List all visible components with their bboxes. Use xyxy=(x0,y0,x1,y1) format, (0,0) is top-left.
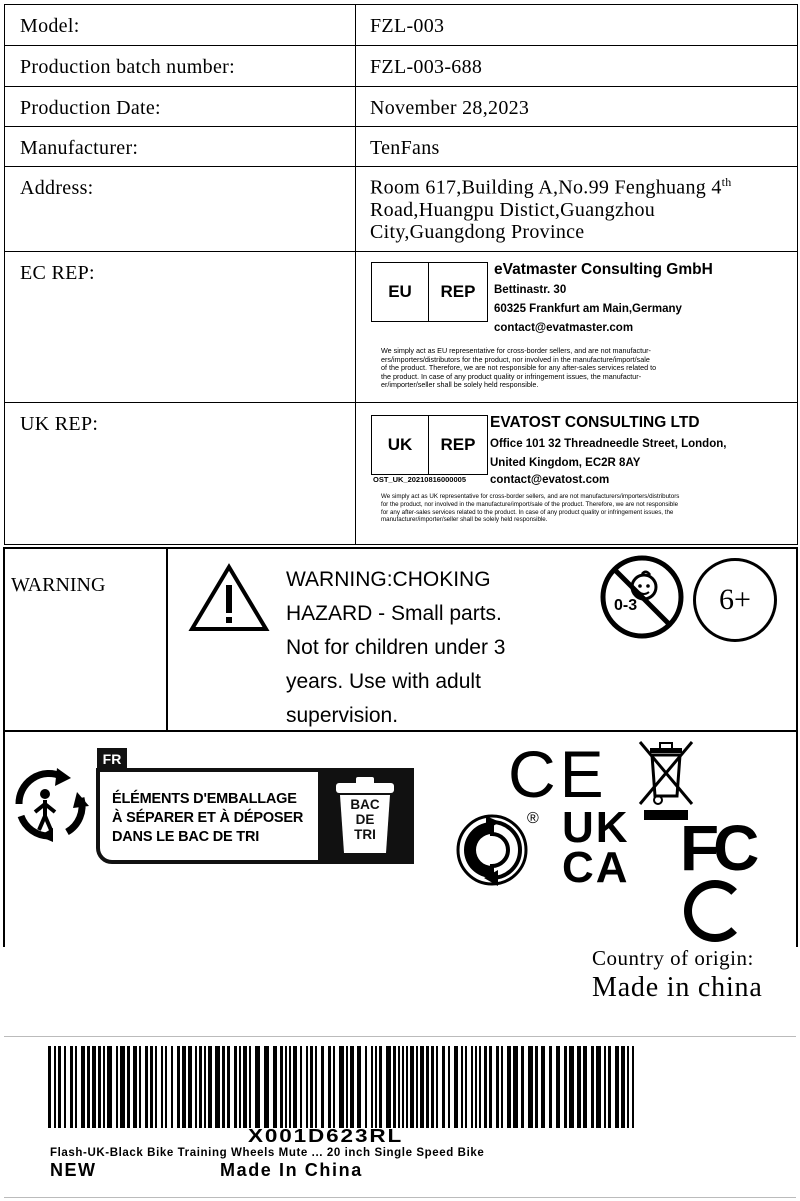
model-value: FZL-003 xyxy=(370,15,445,37)
barcode-bar xyxy=(306,1046,308,1128)
barcode-bar xyxy=(48,1046,51,1128)
barcode-bar xyxy=(436,1046,438,1128)
barcode-bar xyxy=(255,1046,260,1128)
barcode-bar xyxy=(431,1046,434,1128)
date-value: November 28,2023 xyxy=(370,97,530,119)
barcode-code: X001D623RL xyxy=(248,1126,404,1146)
barcode-bar xyxy=(98,1046,101,1128)
fr-tag xyxy=(97,748,127,770)
ec-disclaimer-line: ers/importers/distributors for the product, nor involved in the manufacture/import/sale xyxy=(381,354,650,364)
barcode-bar xyxy=(501,1046,503,1128)
barcode-bar xyxy=(471,1046,473,1128)
ec-rep-email: contact@evatmaster.com xyxy=(494,322,634,334)
warning-line: Not for children under 3 xyxy=(286,636,506,659)
barcode-bar xyxy=(398,1046,400,1128)
uk-rep-badge-left: UK xyxy=(372,416,429,474)
barcode-bar xyxy=(249,1046,251,1128)
barcode-bar xyxy=(81,1046,85,1128)
fr-tag-text: FR xyxy=(102,751,122,767)
date-label: Production Date: xyxy=(20,97,161,119)
uk-rep-street: Office 101 32 Threadneedle Street, London, xyxy=(490,438,727,450)
ukca-bottom: CA xyxy=(562,843,630,892)
warning-triangle-icon xyxy=(188,563,270,633)
uk-rep-badge xyxy=(371,415,488,475)
eu-rep-badge xyxy=(371,262,488,322)
barcode-bar xyxy=(591,1046,594,1128)
barcode-bar xyxy=(535,1046,538,1128)
warning-line: supervision. xyxy=(286,704,399,727)
barcode-condition: NEW xyxy=(50,1160,97,1180)
age-6plus-badge xyxy=(693,558,777,642)
warning-text xyxy=(286,563,505,733)
barcode-bar xyxy=(199,1046,202,1128)
barcode-bar xyxy=(58,1046,61,1128)
batch-value: FZL-003-688 xyxy=(370,56,483,78)
ukca-mark xyxy=(562,803,630,892)
origin-label: Country of origin: xyxy=(592,946,754,970)
barcode-bar xyxy=(92,1046,96,1128)
barcode-bar xyxy=(461,1046,463,1128)
barcode-made-in: Made In China xyxy=(220,1160,363,1180)
address-line-2: Road,Huangpu Distict,Guangzhou xyxy=(370,198,656,221)
fcc-mark xyxy=(680,812,800,946)
barcode-bar xyxy=(402,1046,404,1128)
barcode-bar xyxy=(339,1046,344,1128)
uk-disclaimer-line: for the product, nor involved in the manufacture/import/sale of the product. Therefore, we are not responsible xyxy=(381,500,679,508)
eu-rep-badge-left: EU xyxy=(372,263,429,321)
batch-label: Production batch number: xyxy=(20,56,235,78)
barcode-bar xyxy=(379,1046,382,1128)
sorting-info-text xyxy=(112,790,303,847)
barcode-bar xyxy=(583,1046,587,1128)
barcode-bar xyxy=(234,1046,237,1128)
uk-rep-badge-code: OST_UK_20210816000005 xyxy=(373,475,466,484)
barcode-bar xyxy=(264,1046,269,1128)
ec-disclaimer-line: of the product. Therefore, we are not responsible for any after-sales services related to xyxy=(381,363,657,373)
barcode-bar xyxy=(350,1046,354,1128)
ce-mark: CE xyxy=(508,737,608,811)
ec-rep-street: Bettinastr. 30 xyxy=(494,284,567,296)
barcode-bar xyxy=(161,1046,163,1128)
barcode-bar xyxy=(549,1046,552,1128)
barcode-bar xyxy=(127,1046,130,1128)
fcc-mark-text: FC xyxy=(680,812,754,884)
bin-text-line: BAC xyxy=(350,797,380,812)
barcode-bar xyxy=(54,1046,56,1128)
ec-rep-block xyxy=(356,252,797,402)
barcode-bar xyxy=(577,1046,581,1128)
barcode-bar xyxy=(608,1046,611,1128)
barcode-bar xyxy=(371,1046,373,1128)
barcode-bar xyxy=(346,1046,348,1128)
green-dot-icon xyxy=(456,814,528,886)
model-label: Model: xyxy=(20,15,80,37)
barcode-bar xyxy=(64,1046,66,1128)
barcode-bar xyxy=(145,1046,148,1128)
barcode-bar xyxy=(171,1046,173,1128)
warning-line: years. Use with adult xyxy=(286,670,481,693)
warning-line: HAZARD - Small parts. xyxy=(286,602,502,625)
ec-rep-label: EC REP: xyxy=(20,262,95,284)
barcode-bar xyxy=(165,1046,167,1128)
uk-rep-badge-right: REP xyxy=(440,435,476,454)
barcode-bar xyxy=(328,1046,331,1128)
barcode-bar xyxy=(208,1046,212,1128)
barcode-bar xyxy=(484,1046,487,1128)
barcode-title: Flash-UK-Black Bike Training Wheels Mute ... 20 inch Single Speed Bike xyxy=(50,1147,485,1159)
barcode-bar xyxy=(375,1046,377,1128)
barcode-bar xyxy=(155,1046,157,1128)
barcode-bar xyxy=(420,1046,424,1128)
barcode-bar xyxy=(107,1046,112,1128)
barcode-bar xyxy=(569,1046,574,1128)
barcode-bar xyxy=(489,1046,492,1128)
barcode-bar xyxy=(70,1046,73,1128)
age-6plus-text: 6+ xyxy=(719,583,751,616)
uk-disclaimer-line: for any after-sales services related to the product. In case of any product quality or infringement issues, the xyxy=(381,508,674,516)
sorting-line: À SÉPARER ET À DÉPOSER xyxy=(112,810,304,826)
barcode-bar xyxy=(75,1046,77,1128)
origin-value: Made in china xyxy=(592,972,763,1003)
barcode-bar xyxy=(222,1046,225,1128)
barcode-bar xyxy=(406,1046,408,1128)
barcode-bar xyxy=(365,1046,367,1128)
divider xyxy=(3,547,5,947)
barcode-bar xyxy=(513,1046,518,1128)
barcode-bar xyxy=(87,1046,90,1128)
barcode-bar xyxy=(627,1046,629,1128)
barcode-bar xyxy=(280,1046,283,1128)
barcode-bar xyxy=(479,1046,481,1128)
product-info-table xyxy=(4,4,798,545)
barcode-bar xyxy=(243,1046,247,1128)
barcode-bar xyxy=(321,1046,324,1128)
ec-rep-disclaimer xyxy=(381,347,761,390)
ec-rep-company: eVatmaster Consulting GmbH xyxy=(494,261,713,278)
barcode-bar xyxy=(604,1046,606,1128)
divider xyxy=(3,547,797,549)
barcode-bar xyxy=(315,1046,317,1128)
ec-rep-city: 60325 Frankfurt am Main,Germany xyxy=(494,303,682,315)
address-sup: th xyxy=(721,175,732,189)
ec-disclaimer-line: We simply act as EU representative for cross-border sellers, and are not manufactur- xyxy=(381,346,651,355)
barcode-bar xyxy=(454,1046,458,1128)
barcode-bar xyxy=(507,1046,511,1128)
not-for-0-3-icon xyxy=(598,553,686,641)
uk-rep-company: EVATOST CONSULTING LTD xyxy=(490,414,700,431)
barcode-bar xyxy=(103,1046,105,1128)
bin-text xyxy=(332,797,398,842)
barcode-bar xyxy=(615,1046,619,1128)
uk-rep-email: contact@evatost.com xyxy=(490,474,610,486)
address-line-3: City,Guangdong Province xyxy=(370,220,585,243)
uk-disclaimer-line: manufacturer/importer/seller shall be solely held responsible. xyxy=(381,516,548,524)
manufacturer-value: TenFans xyxy=(370,137,440,159)
barcode-bar xyxy=(195,1046,197,1128)
barcode xyxy=(48,1046,638,1128)
warning-line: WARNING:CHOKING xyxy=(286,568,491,591)
barcode-bar xyxy=(188,1046,192,1128)
divider xyxy=(166,549,168,730)
barcode-bar xyxy=(310,1046,313,1128)
barcode-bar xyxy=(285,1046,287,1128)
barcode-bar xyxy=(150,1046,153,1128)
weee-crossed-bin-icon xyxy=(636,738,696,820)
barcode-bar xyxy=(528,1046,533,1128)
fcc-mark-c xyxy=(684,880,746,942)
uk-rep-disclaimer xyxy=(381,493,776,524)
barcode-bar xyxy=(133,1046,137,1128)
barcode-bar xyxy=(289,1046,291,1128)
barcode-bar xyxy=(116,1046,118,1128)
barcode-bar xyxy=(541,1046,545,1128)
barcode-bar xyxy=(416,1046,418,1128)
barcode-bar xyxy=(564,1046,567,1128)
ec-disclaimer-line: er/importer/seller shall be solely held responsible. xyxy=(381,380,539,390)
barcode-bar xyxy=(120,1046,125,1128)
ec-disclaimer-line: the product. In case of any product quality or infringement issues, the manufactur- xyxy=(381,371,642,381)
barcode-bar xyxy=(410,1046,414,1128)
barcode-bar xyxy=(465,1046,467,1128)
barcode-bar xyxy=(239,1046,241,1128)
barcode-bar xyxy=(596,1046,601,1128)
address-value xyxy=(356,167,797,243)
barcode-bar xyxy=(182,1046,186,1128)
barcode-bar xyxy=(293,1046,297,1128)
age-icon-text: 0-3 xyxy=(614,597,638,614)
warning-label: WARNING xyxy=(11,574,106,596)
barcode-bar xyxy=(273,1046,277,1128)
manufacturer-label: Manufacturer: xyxy=(20,137,139,159)
barcode-bar xyxy=(227,1046,230,1128)
sorting-line: ÉLÉMENTS D'EMBALLAGE xyxy=(112,791,297,807)
bin-text-line: TRI xyxy=(354,827,376,842)
uk-disclaimer-line: We simply act as UK representative for cross-border sellers, and are not manufacturers/importers/distributors xyxy=(381,493,680,500)
barcode-bar xyxy=(386,1046,391,1128)
barcode-bar xyxy=(357,1046,361,1128)
barcode-bar xyxy=(300,1046,302,1128)
barcode-bar xyxy=(177,1046,180,1128)
barcode-bar xyxy=(393,1046,396,1128)
ukca-top: UK xyxy=(562,803,630,852)
sorting-line: DANS LE BAC DE TRI xyxy=(112,829,260,845)
barcode-bar xyxy=(521,1046,524,1128)
triman-recycling-icon xyxy=(9,766,91,842)
barcode-bar xyxy=(139,1046,141,1128)
uk-rep-block xyxy=(356,403,797,544)
barcode-bar xyxy=(448,1046,450,1128)
barcode-bar xyxy=(496,1046,499,1128)
barcode-bar xyxy=(215,1046,220,1128)
address-label: Address: xyxy=(20,177,94,199)
uk-rep-city: United Kingdom, EC2R 8AY xyxy=(490,457,641,469)
barcode-bar xyxy=(632,1046,634,1128)
bin-text-line: DE xyxy=(355,812,375,827)
barcode-bar xyxy=(204,1046,206,1128)
barcode-bar xyxy=(333,1046,335,1128)
barcode-bar xyxy=(621,1046,625,1128)
eu-rep-badge-right: REP xyxy=(440,282,476,301)
registered-mark: ® xyxy=(527,810,539,827)
uk-rep-label: UK REP: xyxy=(20,413,99,435)
barcode-bar xyxy=(475,1046,477,1128)
barcode-bar xyxy=(442,1046,445,1128)
address-line-1: Room 617,Building A,No.99 Fenghuang 4 xyxy=(370,176,722,199)
barcode-bar xyxy=(426,1046,429,1128)
barcode-bar xyxy=(556,1046,560,1128)
